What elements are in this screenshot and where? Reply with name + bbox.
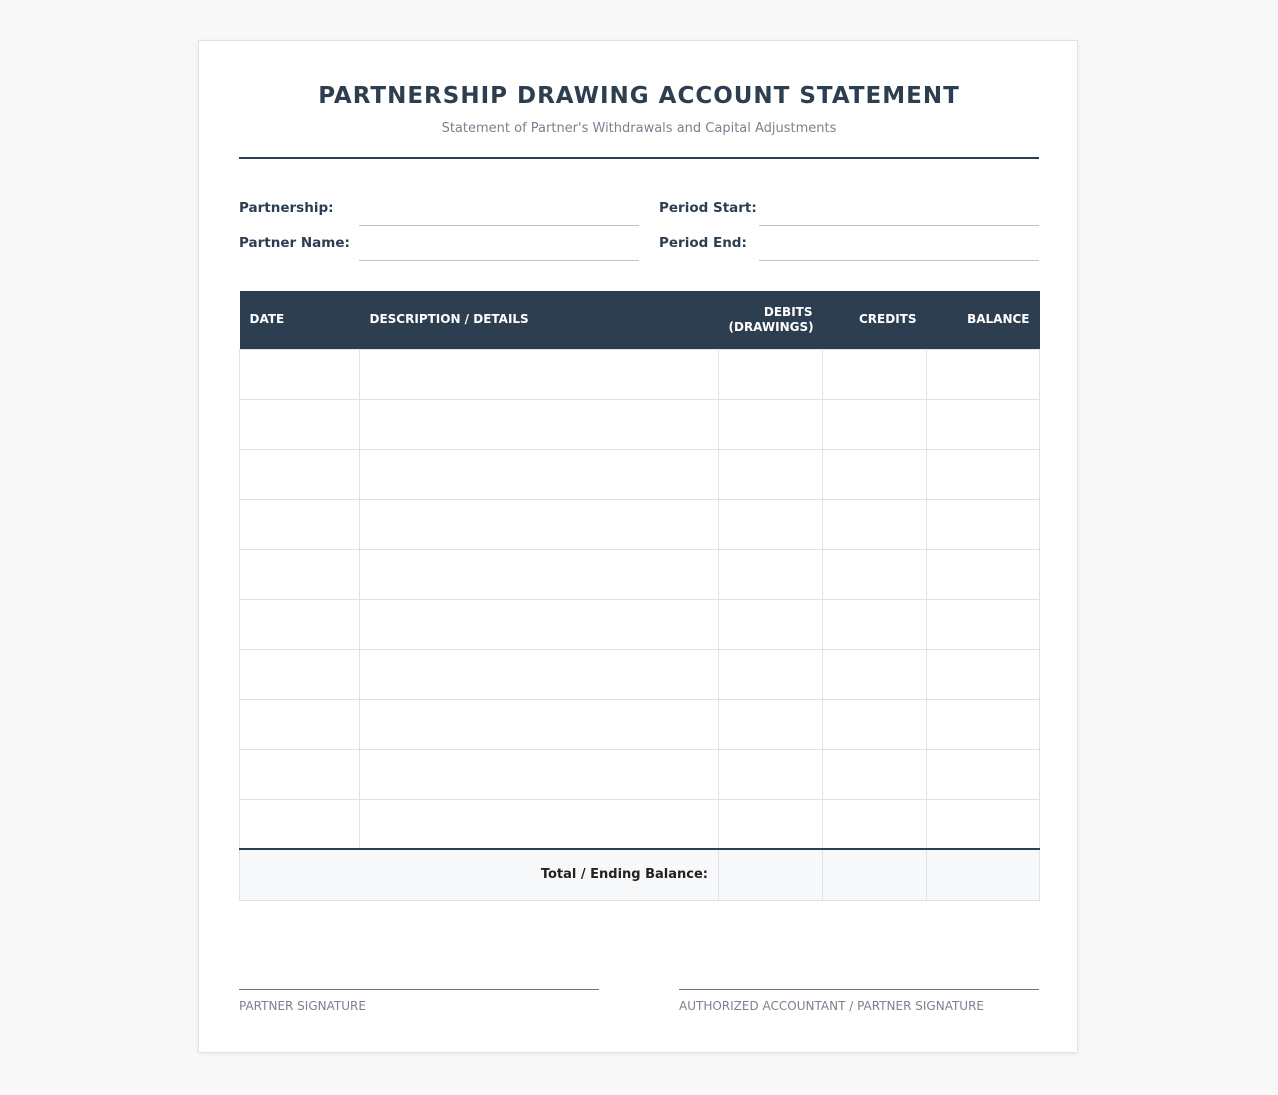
credits-cell[interactable] <box>823 649 927 699</box>
balance-cell[interactable] <box>927 649 1040 699</box>
table-row <box>240 549 1040 599</box>
date-cell[interactable] <box>240 349 360 399</box>
period-end-label: Period End: <box>659 235 747 251</box>
column-header-description: DESCRIPTION / DETAILS <box>360 291 719 349</box>
description-cell[interactable] <box>360 649 719 699</box>
date-cell[interactable] <box>240 799 360 849</box>
description-cell[interactable] <box>360 349 719 399</box>
accountant-signature-label: AUTHORIZED ACCOUNTANT / PARTNER SIGNATURE <box>679 999 984 1013</box>
credits-cell[interactable] <box>823 799 927 849</box>
credits-cell[interactable] <box>823 549 927 599</box>
total-balance-cell[interactable] <box>927 849 1040 900</box>
balance-cell[interactable] <box>927 599 1040 649</box>
balance-cell[interactable] <box>927 749 1040 799</box>
description-cell[interactable] <box>360 499 719 549</box>
column-header-debits-line2: (DRAWINGS) <box>728 319 814 334</box>
balance-cell[interactable] <box>927 549 1040 599</box>
partner-signature-line[interactable] <box>239 989 599 990</box>
description-cell[interactable] <box>360 749 719 799</box>
total-row <box>240 849 1040 900</box>
credits-cell[interactable] <box>823 499 927 549</box>
title-divider <box>239 157 1039 159</box>
column-header-debits-line1: DEBITS <box>763 304 813 319</box>
credits-cell[interactable] <box>823 749 927 799</box>
description-cell[interactable] <box>360 799 719 849</box>
partner-signature-label: PARTNER SIGNATURE <box>239 999 366 1013</box>
debits-cell[interactable] <box>719 649 823 699</box>
table-row <box>240 649 1040 699</box>
balance-cell[interactable] <box>927 449 1040 499</box>
period-start-field[interactable] <box>759 209 1039 226</box>
debits-cell[interactable] <box>719 549 823 599</box>
description-cell[interactable] <box>360 449 719 499</box>
table-row <box>240 749 1040 799</box>
debits-cell[interactable] <box>719 699 823 749</box>
credits-cell[interactable] <box>823 449 927 499</box>
column-header-debits <box>719 291 823 349</box>
table-row <box>240 699 1040 749</box>
table-row <box>240 399 1040 449</box>
total-debits-cell[interactable] <box>719 849 823 900</box>
column-header-credits: CREDITS <box>823 291 927 349</box>
date-cell[interactable] <box>240 449 360 499</box>
description-cell[interactable] <box>360 549 719 599</box>
partnership-label: Partnership: <box>239 200 334 216</box>
debits-cell[interactable] <box>719 599 823 649</box>
partnership-field[interactable] <box>359 209 639 226</box>
document-subtitle: Statement of Partner's Withdrawals and Capital Adjustments <box>441 121 837 136</box>
total-credits-cell[interactable] <box>823 849 927 900</box>
debits-cell[interactable] <box>719 399 823 449</box>
date-cell[interactable] <box>240 549 360 599</box>
period-end-field[interactable] <box>759 244 1039 261</box>
balance-cell[interactable] <box>927 499 1040 549</box>
balance-cell[interactable] <box>927 799 1040 849</box>
accountant-signature-line[interactable] <box>679 989 1039 990</box>
description-cell[interactable] <box>360 699 719 749</box>
period-start-label: Period Start: <box>659 200 757 216</box>
balance-cell[interactable] <box>927 399 1040 449</box>
debits-cell[interactable] <box>719 749 823 799</box>
date-cell[interactable] <box>240 599 360 649</box>
debits-cell[interactable] <box>719 499 823 549</box>
date-cell[interactable] <box>240 399 360 449</box>
table-row <box>240 499 1040 549</box>
balance-cell[interactable] <box>927 699 1040 749</box>
ledger-table <box>239 291 1040 901</box>
partner-name-field[interactable] <box>359 244 639 261</box>
table-row <box>240 799 1040 849</box>
credits-cell[interactable] <box>823 699 927 749</box>
credits-cell[interactable] <box>823 399 927 449</box>
credits-cell[interactable] <box>823 349 927 399</box>
debits-cell[interactable] <box>719 349 823 399</box>
debits-cell[interactable] <box>719 799 823 849</box>
partner-name-label: Partner Name: <box>239 235 350 251</box>
table-header-row <box>240 291 1040 349</box>
total-label: Total / Ending Balance: <box>240 849 719 900</box>
date-cell[interactable] <box>240 649 360 699</box>
date-cell[interactable] <box>240 499 360 549</box>
credits-cell[interactable] <box>823 599 927 649</box>
balance-cell[interactable] <box>927 349 1040 399</box>
document-title: PARTNERSHIP DRAWING ACCOUNT STATEMENT <box>318 83 960 109</box>
table-row <box>240 599 1040 649</box>
column-header-balance: BALANCE <box>927 291 1040 349</box>
date-cell[interactable] <box>240 699 360 749</box>
statement-page <box>198 40 1078 1053</box>
description-cell[interactable] <box>360 399 719 449</box>
debits-cell[interactable] <box>719 449 823 499</box>
description-cell[interactable] <box>360 599 719 649</box>
date-cell[interactable] <box>240 749 360 799</box>
table-row <box>240 349 1040 399</box>
column-header-date: DATE <box>240 291 360 349</box>
table-row <box>240 449 1040 499</box>
